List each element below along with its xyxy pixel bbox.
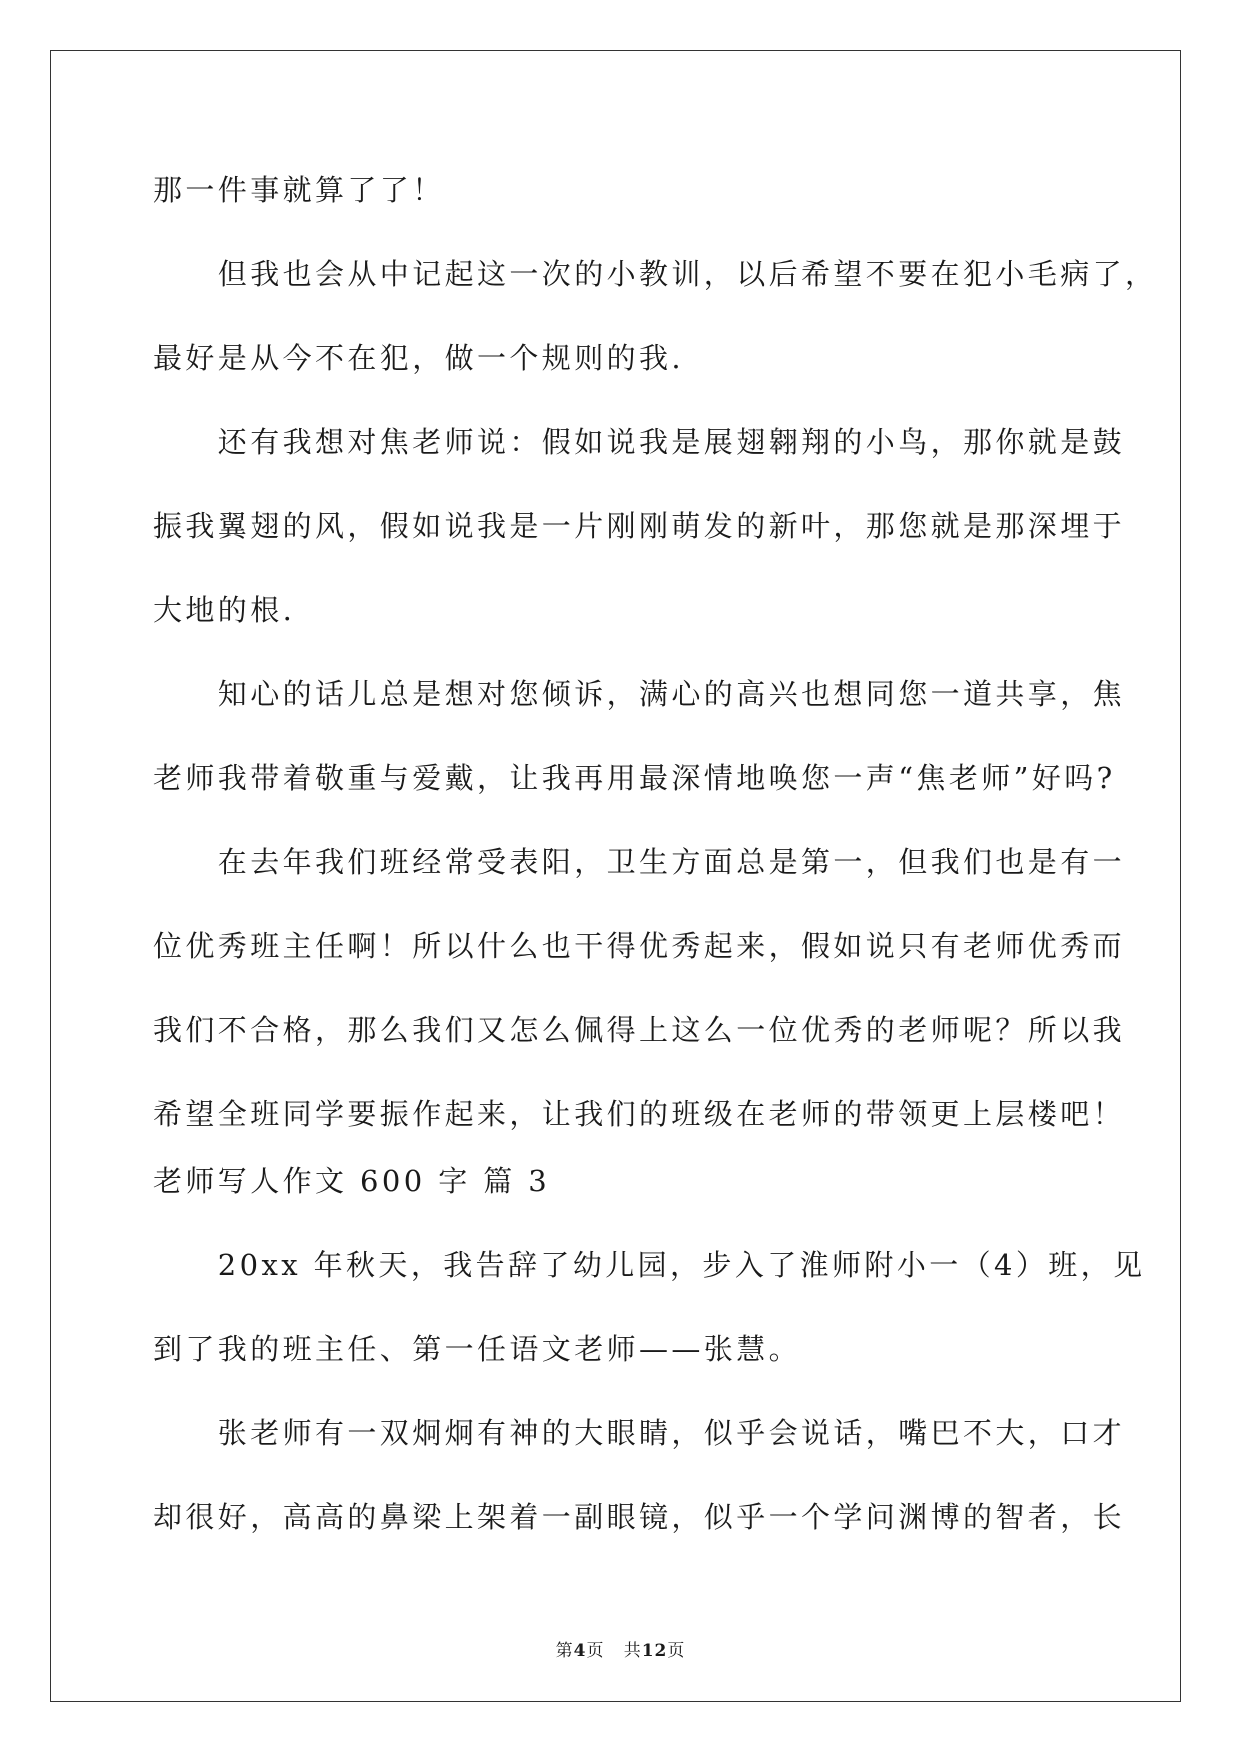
total-pages: 12 [641,1641,668,1661]
text-line: 最好是从今不在犯，做一个规则的我. [153,341,685,375]
text-line: 希望全班同学要振作起来，让我们的班级在老师的带领更上层楼吧！ [153,1097,1126,1131]
page-footer [0,1640,1241,1662]
text-line: 在去年我们班经常受表阳，卫生方面总是第一，但我们也是有一 [153,845,1126,879]
text-line: 大地的根. [153,593,296,627]
text-line: 还有我想对焦老师说：假如说我是展翅翱翔的小鸟，那你就是鼓 [153,425,1126,459]
page-number: 4 [573,1641,587,1661]
text-line: 20xx 年秋天，我告辞了幼儿园，步入了淮师附小一（4）班，见 [153,1248,1146,1282]
total-suffix: 页 [667,1641,686,1661]
text-line: 那一件事就算了了！ [153,173,445,207]
text-line: 到了我的班主任、第一任语文老师——张慧。 [153,1332,802,1366]
text-line: 我们不合格，那么我们又怎么佩得上这么一位优秀的老师呢？所以我 [153,1013,1126,1047]
text-line: 老师我带着敬重与爱戴，让我再用最深情地唤您一声“焦老师”好吗? [153,761,1116,795]
text-line: 但我也会从中记起这一次的小教训，以后希望不要在犯小毛病了， [153,257,1158,291]
text-line: 却很好，高高的鼻梁上架着一副眼镜，似乎一个学问渊博的智者，长 [153,1500,1126,1534]
page-suffix: 页 [586,1641,605,1661]
text-line: 位优秀班主任啊！所以什么也干得优秀起来，假如说只有老师优秀而 [153,929,1126,963]
section-heading: 老师写人作文 600 字 篇 3 [153,1164,551,1198]
text-line: 张老师有一双炯炯有神的大眼睛，似乎会说话，嘴巴不大，口才 [153,1416,1126,1450]
text-line: 知心的话儿总是想对您倾诉，满心的高兴也想同您一道共享，焦 [153,677,1126,711]
total-prefix: 共 [623,1641,642,1661]
text-line: 振我翼翅的风，假如说我是一片刚刚萌发的新叶，那您就是那深埋于 [153,509,1126,543]
page-prefix: 第 [555,1641,574,1661]
